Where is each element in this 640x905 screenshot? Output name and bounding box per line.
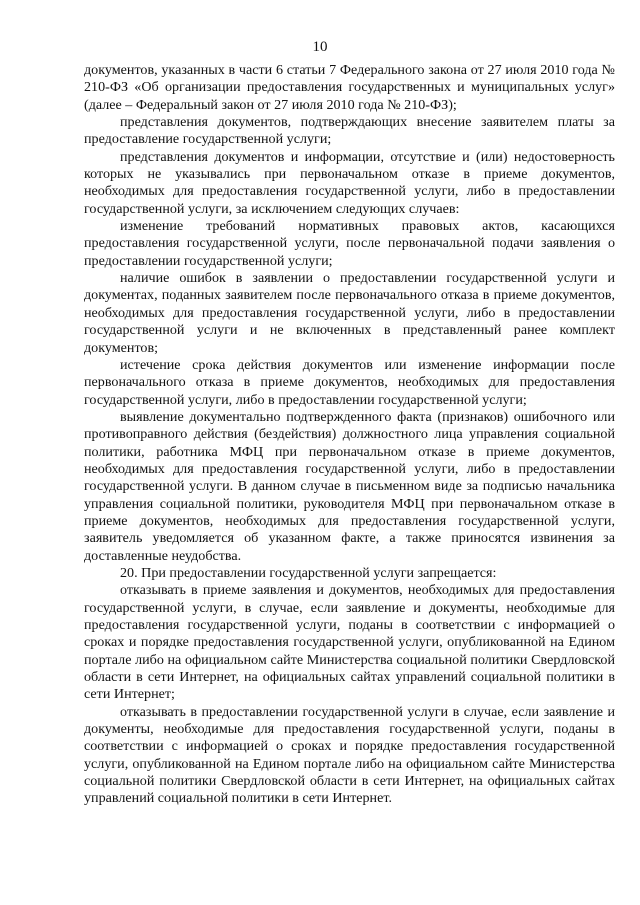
paragraph-refuse-provision: отказывать в предоставлении государственной услуги в случае, если заявление и документы, необходимые для предоставления государственной услуги, поданы в соответствии с информацией о сроках и порядке предоставления государственной услуги, опубликованной на Едином портале либо на официальном сайте Министерства социальной политики Свердловской области в сети Интернет, на официальных сайтах управлений социальной политики в сети Интернет. — [84, 703, 615, 807]
paragraph-application-errors: наличие ошибок в заявлении о предоставлении государственной услуги и документах, поданных заявителем после первоначального отказа в приеме документов, необходимых для предоставления государственной услуги, либо в предоставлении государственной услуги и не включенных в представленный ранее комплект документов; — [84, 270, 615, 356]
document-body — [84, 62, 615, 808]
paragraph-documents-not-specified: представления документов и информации, отсутствие и (или) недостоверность которых не указывались при первоначальном отказе в приеме документов, необходимых для предоставления государственной услуги, либо в предоставлении государственной услуги, за исключением следующих случаев: — [84, 148, 615, 217]
page-number: 10 — [312, 39, 328, 55]
paragraph-item-20-heading: 20. При предоставлении государственной услуги запрещается: — [120, 564, 497, 581]
paragraph-erroneous-action: выявление документально подтвержденного факта (признаков) ошибочного или противоправного действия (бездействия) должностного лица управления социальной политики, работника МФЦ при первоначальном отказе в приеме документов, необходимых для предоставления государственной услуги, либо в предоставлении государственной услуги. В данном случае в письменном виде за подписью начальника управления социальной политики, руководителя МФЦ при первоначальном отказе в приеме документов, необходимых для предоставления государственной услуги, заявитель уведомляется об указанном факте, а также приносятся извинения за доставленные неудобства. — [84, 408, 615, 564]
paragraph-payment-documents: представления документов, подтверждающих внесение заявителем платы за предоставление государственной услуги; — [84, 114, 615, 148]
paragraph-document-expiry: истечение срока действия документов или изменение информации после первоначального отказа в приеме документов, необходимых для предоставления государственной услуги, либо в предоставлении государственной услуги; — [84, 356, 615, 408]
paragraph-regulation-change: изменение требований нормативных правовых актов, касающихся предоставления государственной услуги, после первоначальной подачи заявления о предоставлении государственной услуги; — [84, 218, 615, 269]
paragraph-refuse-acceptance: отказывать в приеме заявления и документов, необходимых для предоставления государственной услуги, в случае, если заявление и документы, необходимые для предоставления государственной услуги, поданы в соответствии с информацией о сроках и порядке предоставления государственной услуги, опубликованной на Едином портале либо на официальном сайте Министерства социальной политики Свердловской области в сети Интернет, на официальных сайтах управлений социальной политики в сети Интернет; — [84, 582, 615, 703]
paragraph-continuation: документов, указанных в части 6 статьи 7 Федерального закона от 27 июля 2010 года № 210-ФЗ «Об организации предоставления государственных и муниципальных услуг» (далее – Федеральный закон от 27 июля 2010 года № 210-ФЗ); — [84, 62, 615, 113]
